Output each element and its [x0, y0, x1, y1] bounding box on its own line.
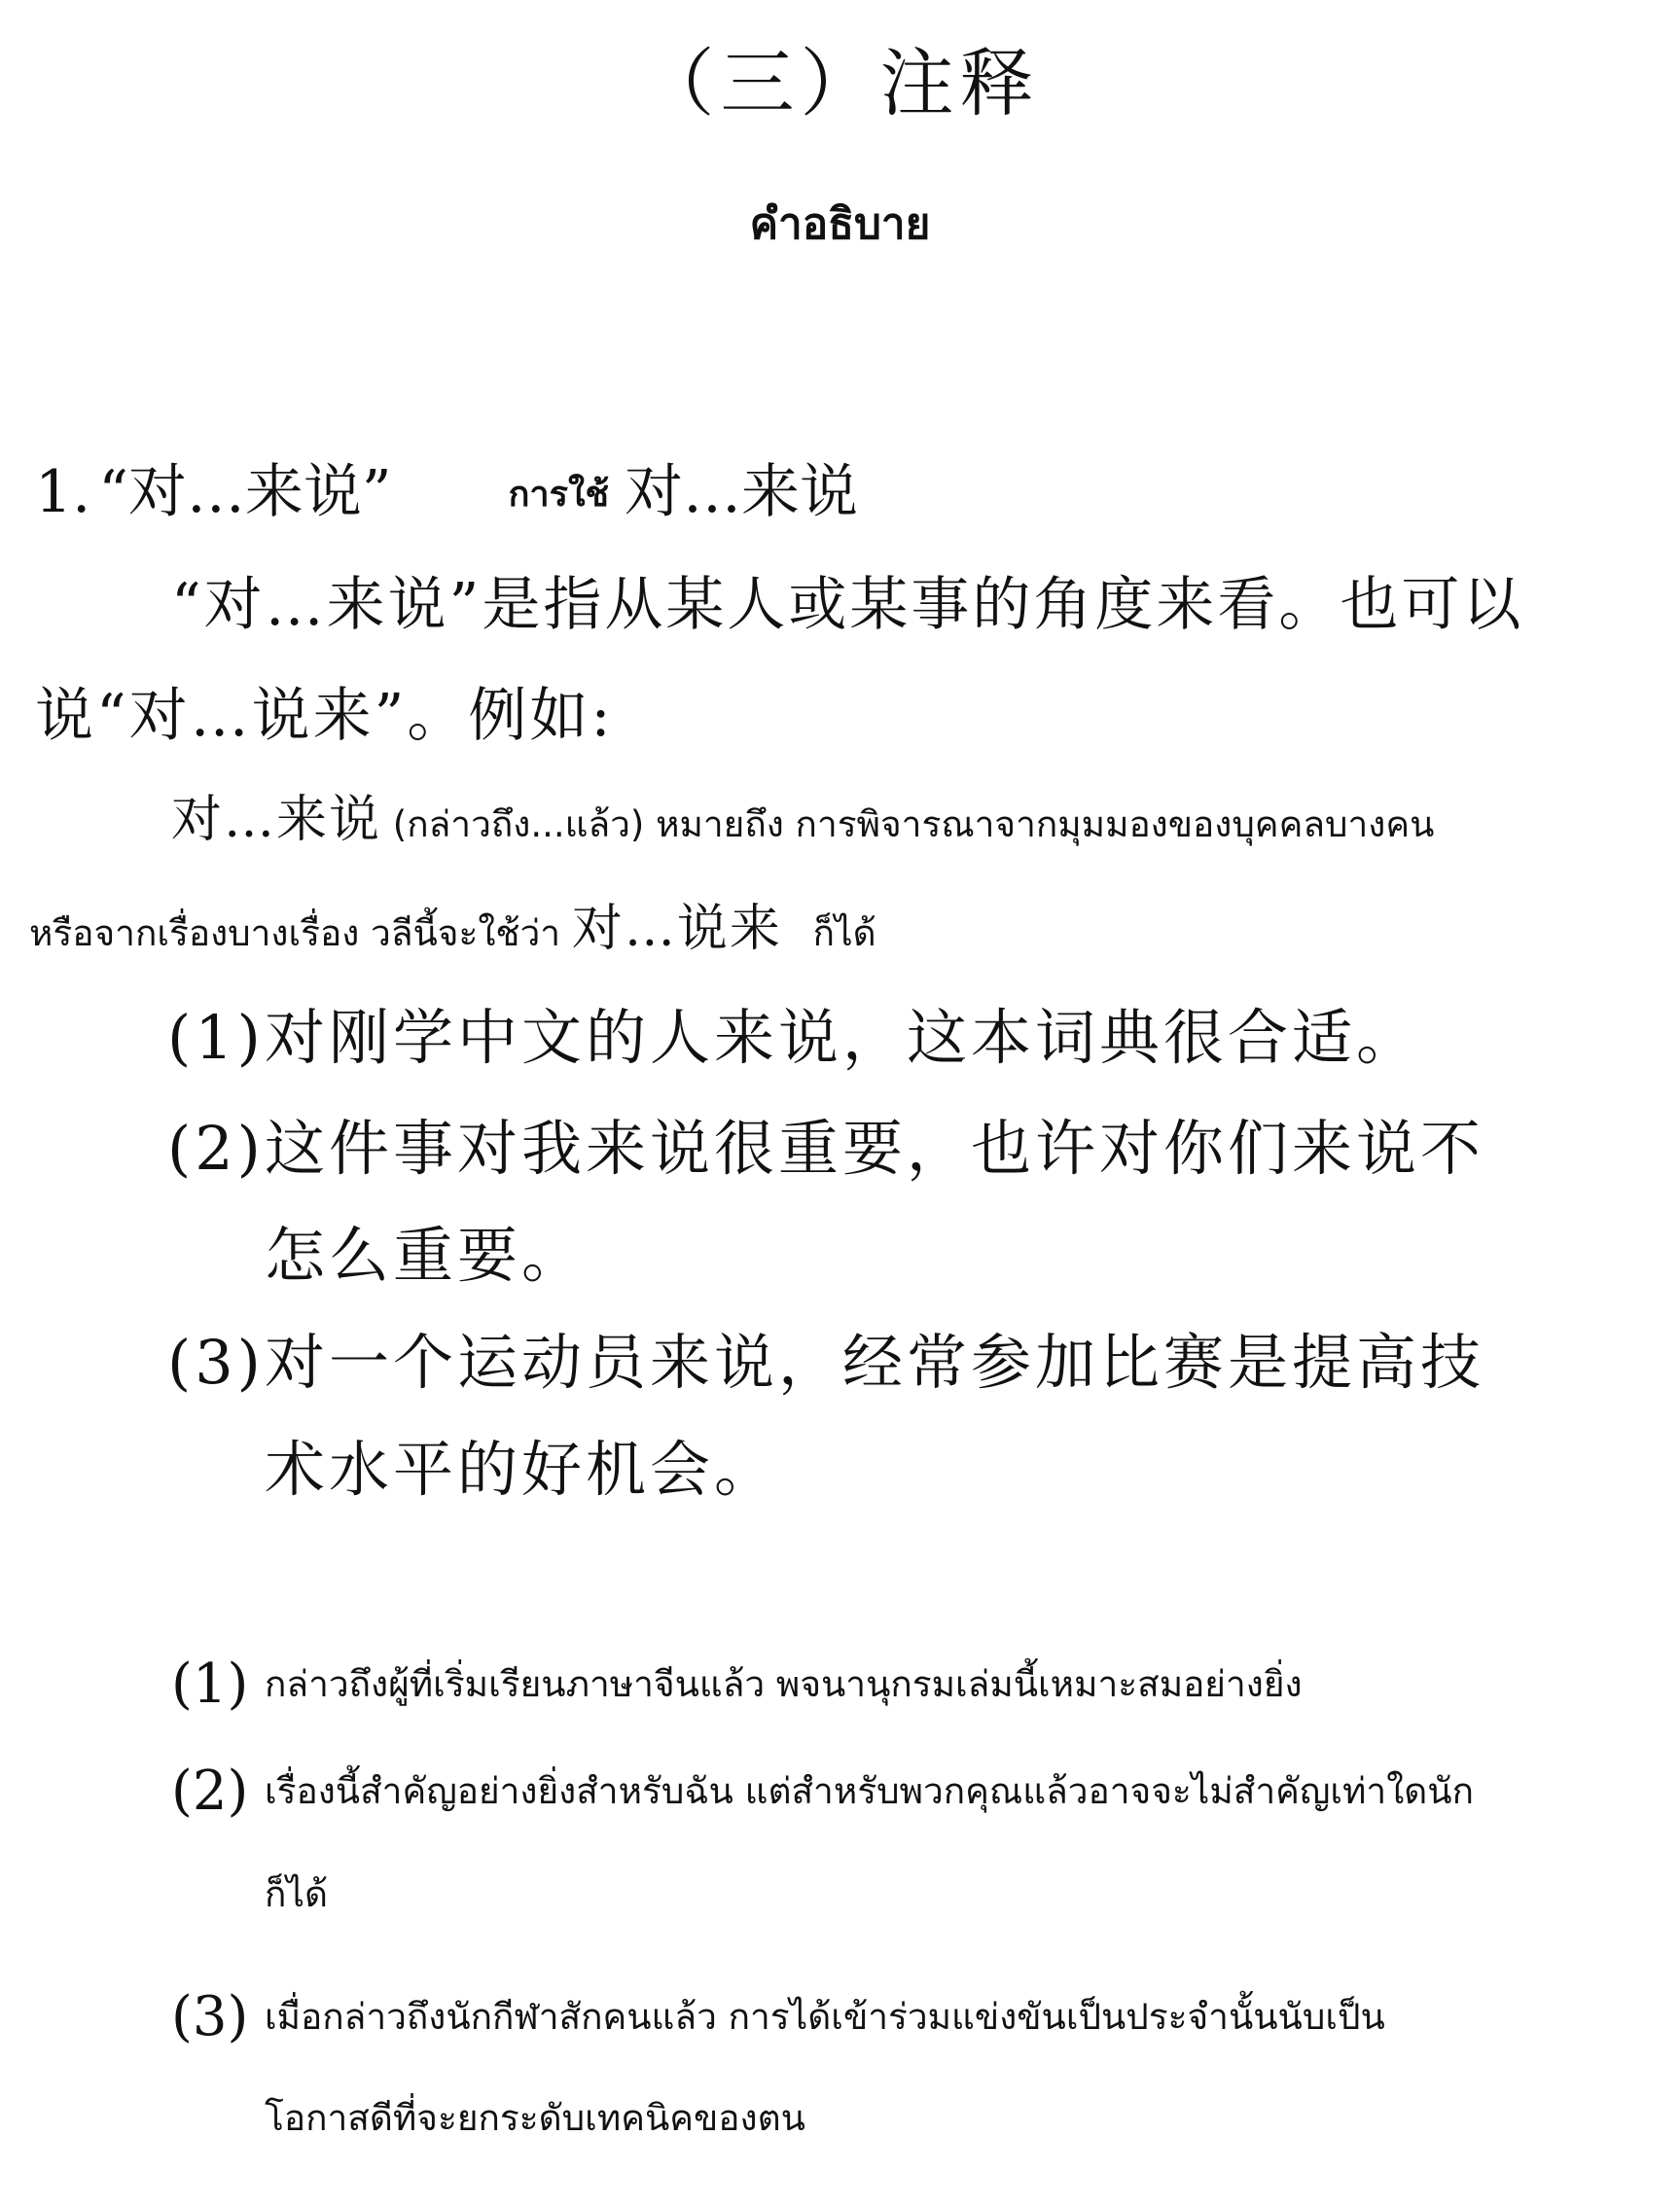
explanation-th-text-1: (กล่าวถึง...แล้ว) หมายถึง การพิจารณาจากมุมมองของบุคคลบางคน: [392, 803, 1435, 845]
example-number: (2): [167, 1113, 265, 1184]
note-thai-label: การใช้: [508, 475, 609, 515]
translation-3-continued: โอกาสดีที่จะยกระดับเทคนิคของตน: [265, 2097, 805, 2139]
translation-2-continued: ก็ได้: [265, 1873, 329, 1915]
explanation-th-text-3: ก็ได้: [812, 912, 876, 954]
translation-number: (3): [171, 1985, 249, 2048]
explanation-th-alt-pattern: 对…说来: [571, 900, 782, 958]
example-3-continued: 术水平的好机会。: [265, 1434, 779, 1505]
translation-2: [171, 1759, 1474, 1824]
example-text: 对一个运动员来说，经常参加比赛是提高技: [265, 1327, 1485, 1398]
example-text: 这件事对我来说很重要，也许对你们来说不: [265, 1113, 1485, 1184]
translation-3: [171, 1984, 1385, 2049]
note-number: 1.: [35, 458, 91, 526]
page-title: （三）注释: [640, 40, 1040, 126]
explanation-th-text-2: หรือจากเรื่องบางเรื่อง วลีนี้จะใช้ว่า: [29, 912, 561, 954]
explanation-zh-line-1: “对…来说”是指从某人或某事的角度来看。也可以: [171, 571, 1524, 639]
explanation-zh-line-2: 说“对…说来”。例如:: [35, 682, 614, 750]
note-heading: [35, 457, 858, 527]
translation-number: (1): [171, 1653, 249, 1716]
translation-1: [171, 1652, 1303, 1717]
example-number: (1): [167, 1002, 265, 1073]
example-3: [167, 1327, 1484, 1399]
translation-text: เรื่องนี้สำคัญอย่างยิ่งสำหรับฉัน แต่สำหรับพวกคุณแล้วอาจจะไม่สำคัญเท่าใดนัก: [265, 1770, 1474, 1812]
example-text: 对刚学中文的人来说，这本词典很合适。: [265, 1002, 1421, 1073]
explanation-th-line-1: [171, 790, 1434, 850]
translation-text: กล่าวถึงผู้ที่เริ่มเรียนภาษาจีนแล้ว พจนานุกรมเล่มนี้เหมาะสมอย่างยิ่ง: [265, 1663, 1303, 1705]
example-2: [167, 1113, 1484, 1185]
example-number: (3): [167, 1327, 265, 1398]
note-pattern: “对…来说”: [98, 458, 392, 526]
page-subtitle: คำอธิบาย: [749, 199, 931, 249]
translation-number: (2): [171, 1760, 249, 1823]
explanation-th-pattern: 对…来说: [171, 791, 382, 849]
note-pattern-plain: 对…来说: [624, 458, 858, 526]
explanation-th-line-2: [29, 899, 876, 959]
translation-text: เมื่อกล่าวถึงนักกีฬาสักคนแล้ว การได้เข้าร่วมแข่งขันเป็นประจำนั้นนับเป็น: [265, 1996, 1385, 2038]
example-2-continued: 怎么重要。: [265, 1220, 587, 1291]
example-1: [167, 1002, 1420, 1074]
